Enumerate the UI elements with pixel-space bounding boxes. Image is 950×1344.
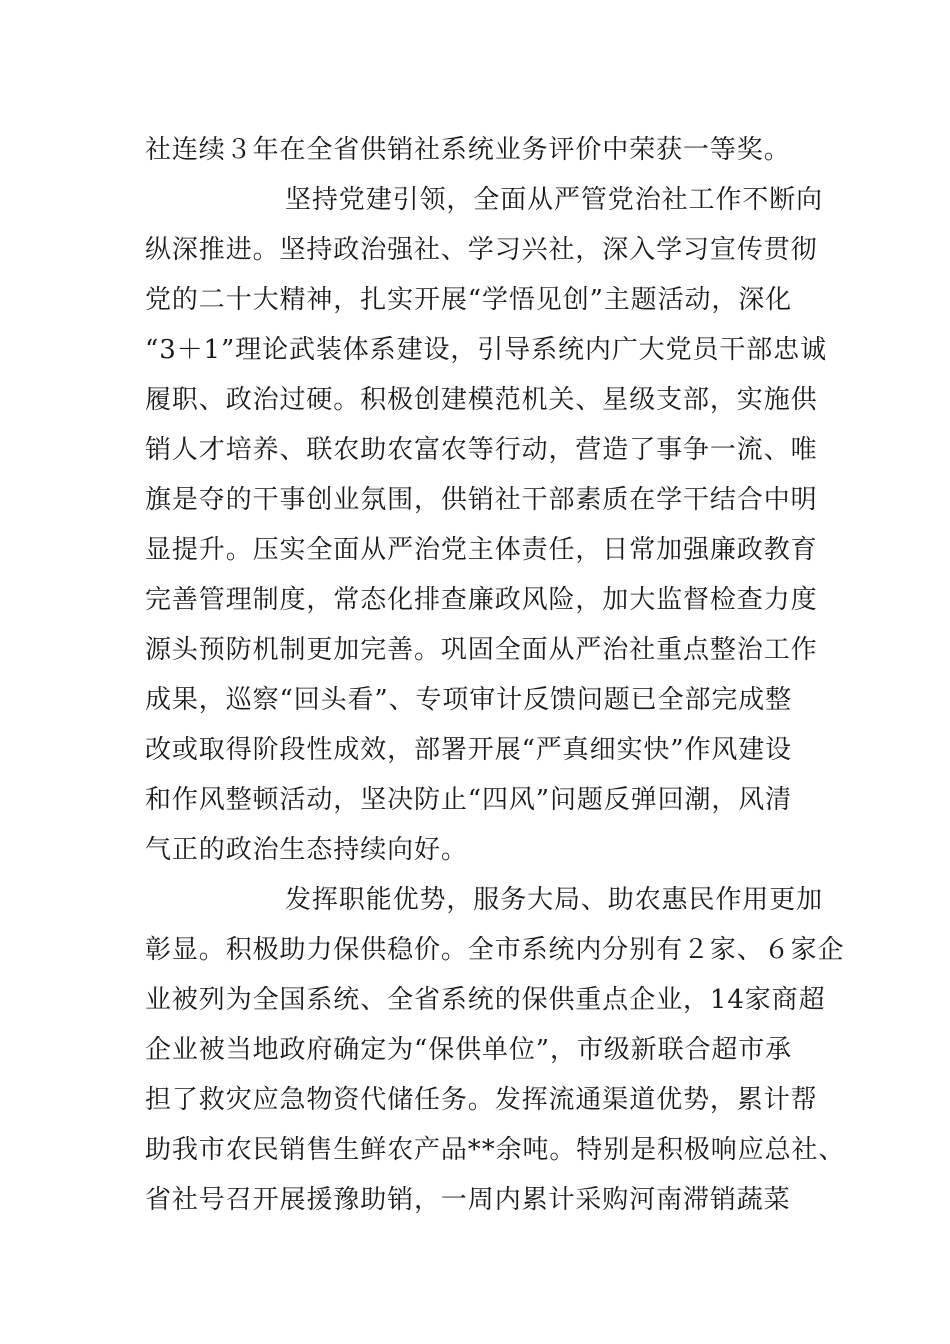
text-line: 业被列为全国系统、全省系统的保供重点企业，14家商超 [145,985,826,1015]
text-line: 旗是夺的干事创业氛围，供销社干部素质在学干结合中明 [145,485,818,515]
text-line: 气正的政治生态持续向好。 [145,835,468,865]
paragraph-first-line: 发挥职能优势，服务大局、助农惠民作用更加 [285,885,824,915]
text-line: 彰显。积极助力保供稳价。全市系统内分别有２家、６家企 [145,935,845,965]
text-line: 显提升。压实全面从严治党主体责任，日常加强廉政教育 [145,535,818,565]
text-line: 社连续３年在全省供销社系统业务评价中荣获一等奖。 [145,135,791,165]
text-line: 改或取得阶段性成效，部署开展“严真细实快”作风建设 [145,735,793,765]
text-line: 助我市农民销售生鲜农产品**余吨。特别是积极响应总社、 [145,1135,846,1165]
paragraph-first-line: 坚持党建引领，全面从严管党治社工作不断向 [285,185,824,215]
text-line: 履职、政治过硬。积极创建模范机关、星级支部，实施供 [145,385,818,415]
text-line: 销人才培养、联农助农富农等行动，营造了事争一流、唯 [145,435,818,465]
text-line: “3＋1”理论武装体系建设，引导系统内广大党员干部忠诚 [145,335,827,365]
text-line: 党的二十大精神，扎实开展“学悟见创”主题活动，深化 [145,285,793,315]
text-line: 省社号召开展援豫助销，一周内累计采购河南滞销蔬菜 [145,1185,791,1215]
text-line: 和作风整顿活动，坚决防止“四风”问题反弹回潮，风清 [145,785,793,815]
text-line: 成果，巡察“回头看”、专项审计反馈问题已全部完成整 [145,685,793,715]
text-line: 源头预防机制更加完善。巩固全面从严治社重点整治工作 [145,635,818,665]
text-line: 企业被当地政府确定为“保供单位”，市级新联合超市承 [145,1035,793,1065]
text-line: 完善管理制度，常态化排查廉政风险，加大监督检查力度 [145,585,818,615]
text-line: 纵深推进。坚持政治强社、学习兴社，深入学习宣传贯彻 [145,235,818,265]
text-line: 担了救灾应急物资代储任务。发挥流通渠道优势，累计帮 [145,1085,818,1115]
